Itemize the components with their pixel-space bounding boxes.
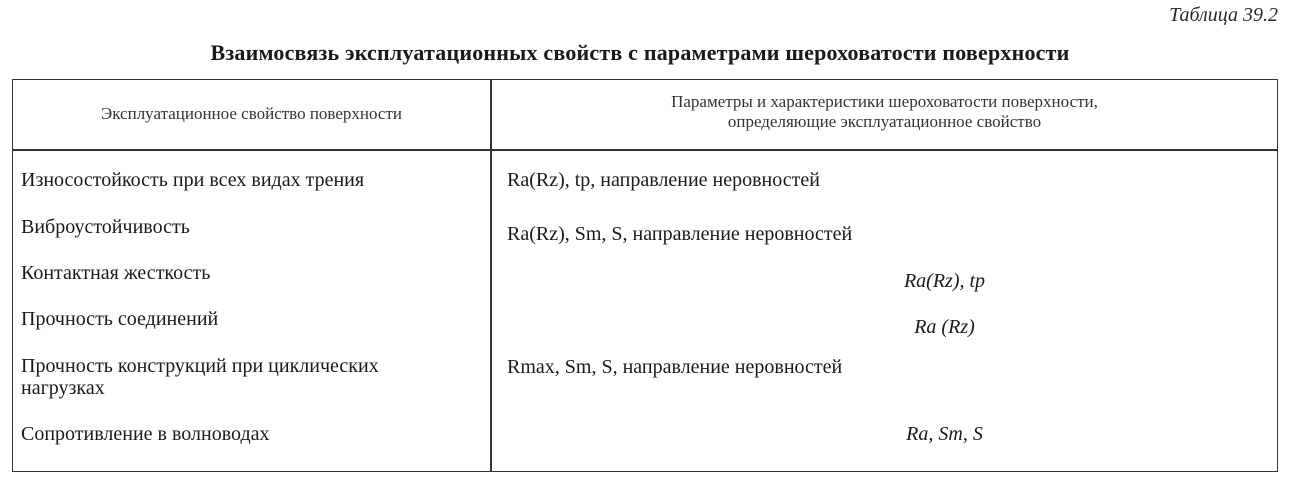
header-parameters xyxy=(492,92,1277,132)
header-property: Эксплуатационное свойство поверхности xyxy=(101,104,402,123)
roughness-table xyxy=(12,79,1278,472)
row-parameters: Ra(Rz), tp xyxy=(903,270,986,292)
row-property xyxy=(21,355,481,399)
row-parameters: Ra(Rz), Sm, S, направление неровностей xyxy=(507,223,853,245)
row-property: Виброустойчивость xyxy=(21,216,190,238)
row-property-line2: нагрузках xyxy=(21,377,105,399)
row-property: Износостойкость при всех видах трения xyxy=(21,169,365,191)
row-parameters: Ra (Rz) xyxy=(914,316,975,338)
row-parameters: Ra(Rz), tp, направление неровностей xyxy=(507,169,820,191)
header-parameters-line1: Параметры и характеристики шероховатости поверхности, xyxy=(671,92,1098,111)
row-property: Сопротивление в волноводах xyxy=(21,423,270,445)
header-parameters-line2: определяющие эксплуатационное свойство xyxy=(727,112,1042,131)
row-property: Прочность соединений xyxy=(21,308,219,330)
row-parameters: Ra, Sm, S xyxy=(906,423,983,445)
table-number: Таблица 39.2 xyxy=(1169,4,1278,26)
table-title: Взаимосвязь эксплуатационных свойств с параметрами шероховатости поверхности xyxy=(210,40,1070,65)
row-property: Контактная жесткость xyxy=(21,262,211,284)
row-parameters: Rmax, Sm, S, направление неровностей xyxy=(507,356,843,378)
header-divider xyxy=(13,149,1277,151)
row-property-line1: Прочность конструкций при циклических xyxy=(21,355,379,377)
